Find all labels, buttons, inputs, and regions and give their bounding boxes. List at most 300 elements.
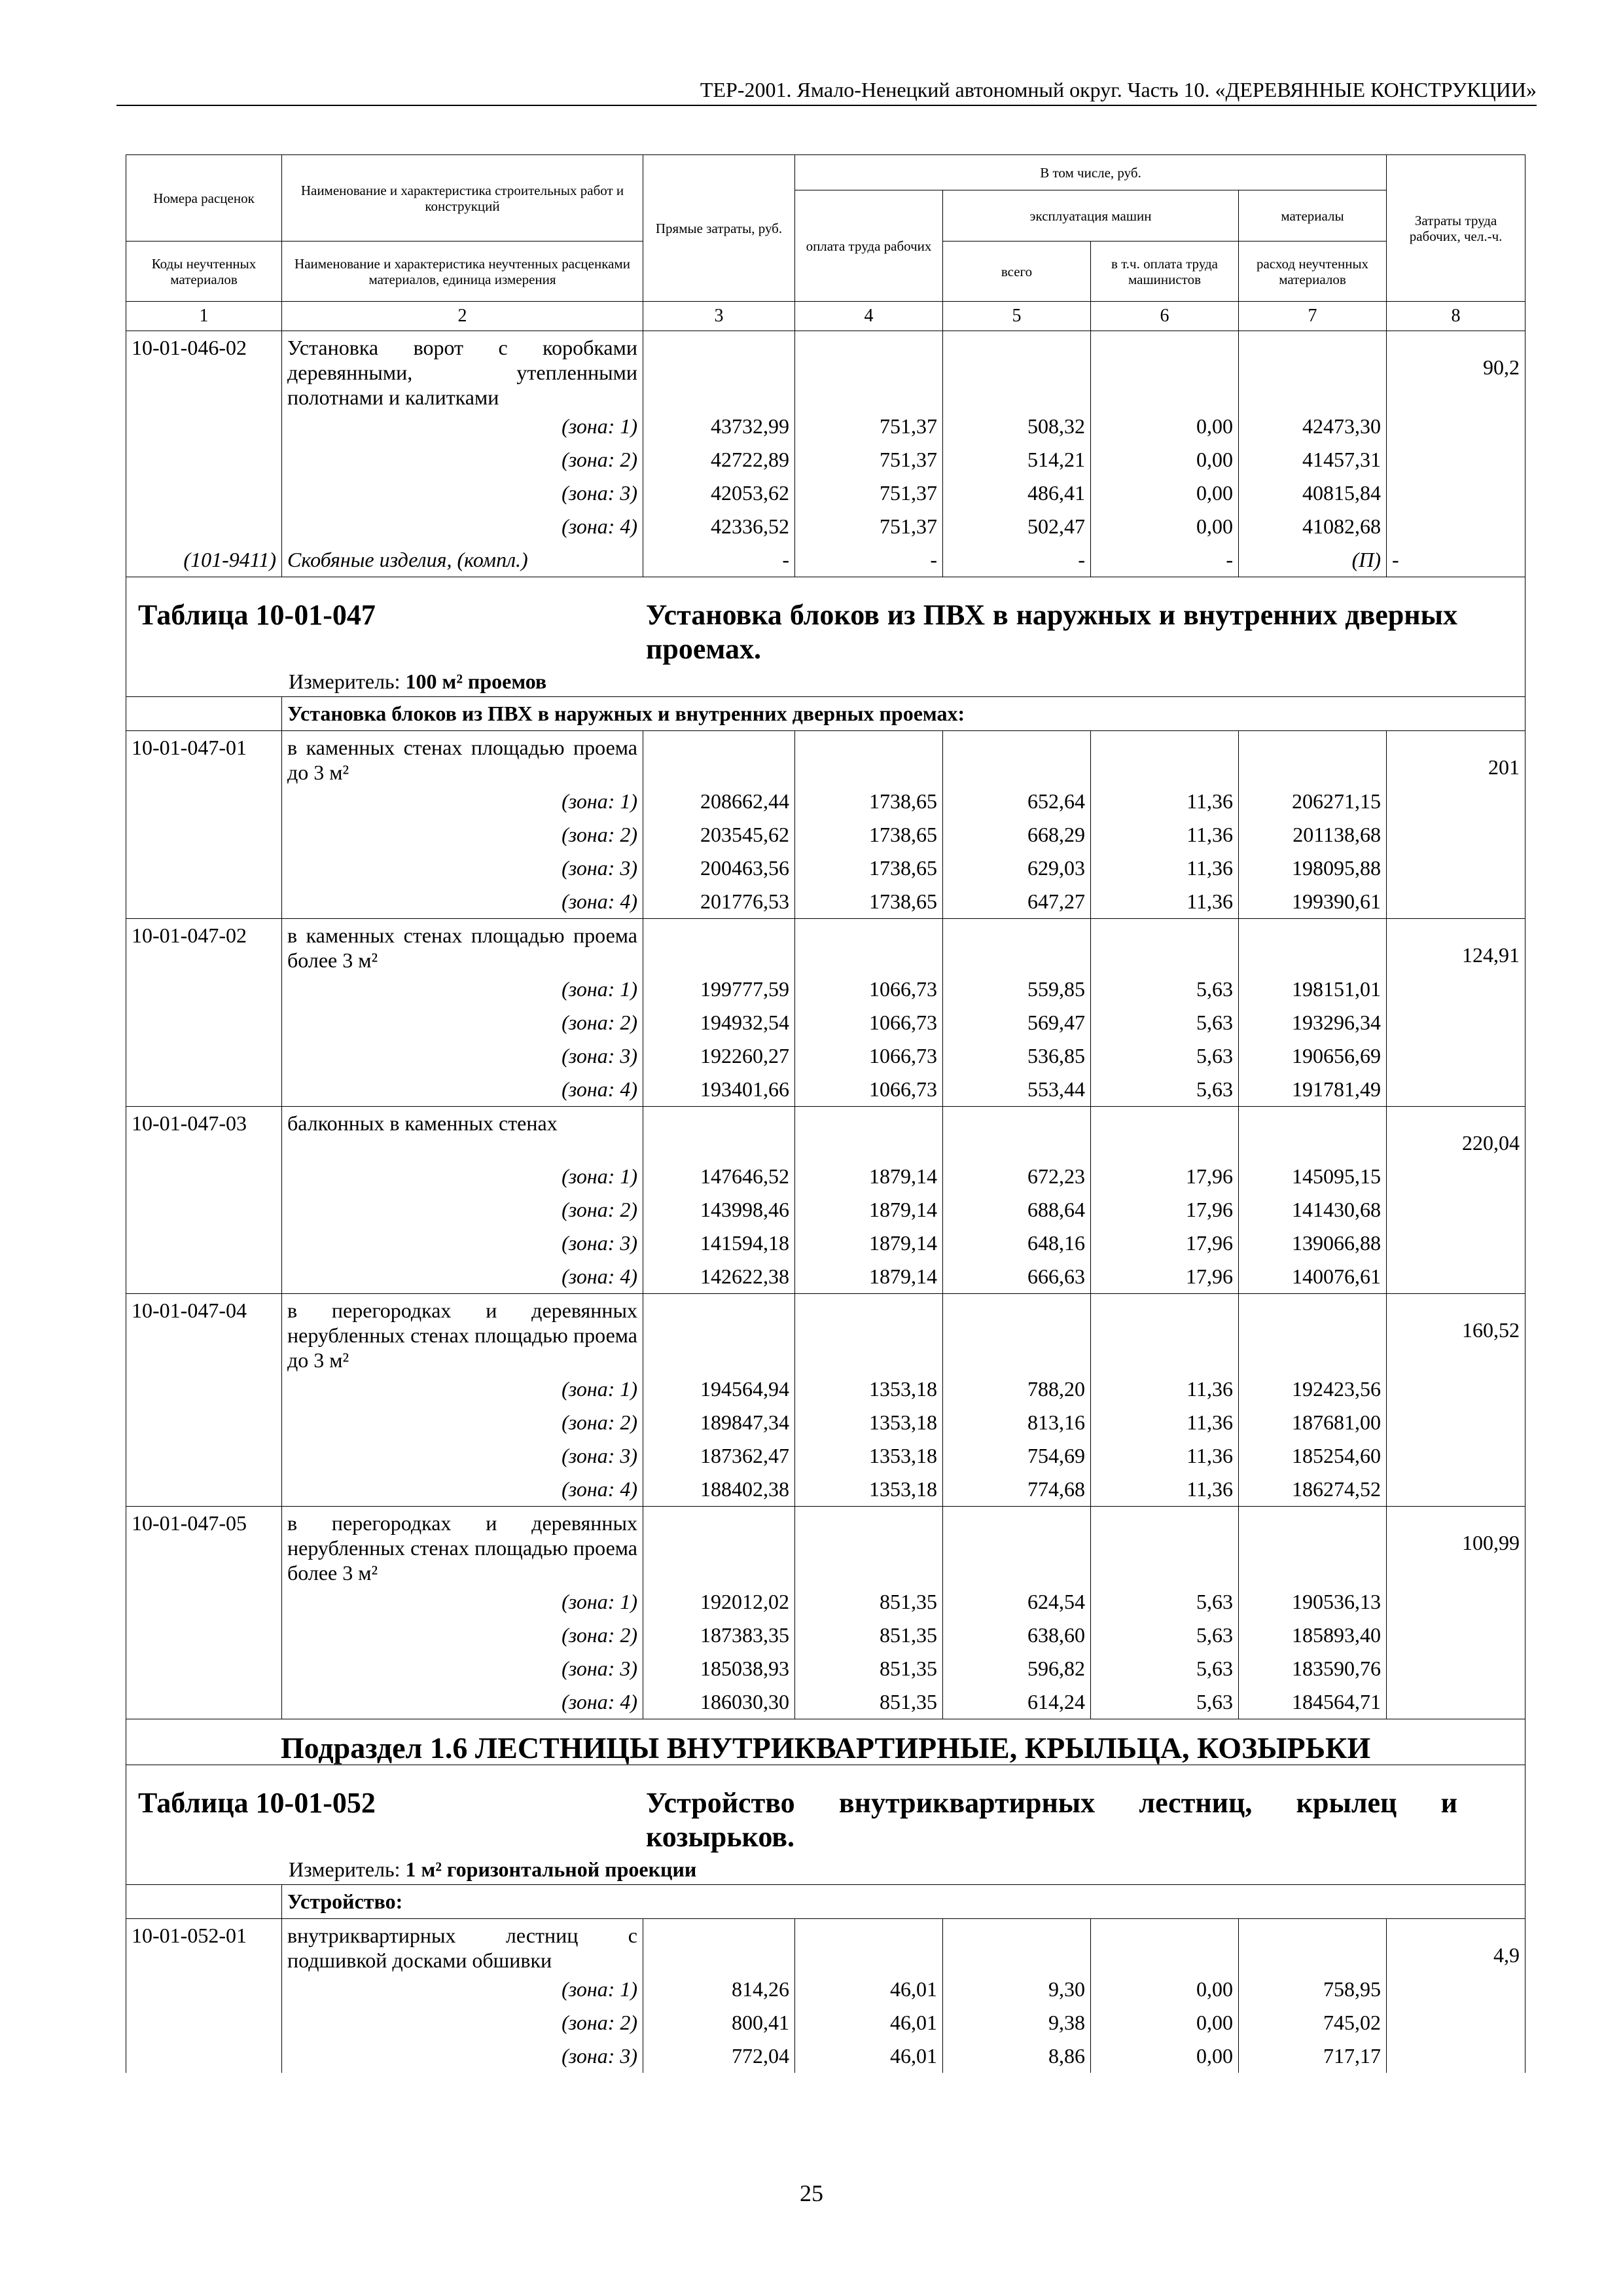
value-c6: 5,63 <box>1091 1585 1239 1619</box>
value-c6: 11,36 <box>1091 818 1239 852</box>
value-c7: 190656,69 <box>1239 1039 1387 1073</box>
empty-cell <box>1239 1919 1387 1973</box>
empty-cell <box>126 410 282 443</box>
zone-label: (зона: 3) <box>282 1039 643 1073</box>
value-c3: 141594,18 <box>643 1227 795 1260</box>
empty-cell <box>1387 818 1525 852</box>
zone-label: (зона: 3) <box>282 476 643 510</box>
zone-row <box>126 1439 1525 1473</box>
empty-cell <box>126 2039 282 2073</box>
zone-label: (зона: 2) <box>282 818 643 852</box>
rate-code: 10-01-047-01 <box>126 731 282 785</box>
value-c5: 569,47 <box>943 1006 1091 1039</box>
value-c4: 851,35 <box>795 1619 943 1652</box>
col5-header: всего <box>943 242 1091 302</box>
value-c4: 1879,14 <box>795 1260 943 1294</box>
zone-row <box>126 852 1525 885</box>
value-c6: 11,36 <box>1091 1406 1239 1439</box>
rate-name: в каменных стенах площадью проема до 3 м² <box>282 731 643 785</box>
rates-table <box>126 154 1525 2073</box>
zone-label: (зона: 4) <box>282 1260 643 1294</box>
value-c5: 559,85 <box>943 973 1091 1006</box>
empty-cell <box>1387 1973 1525 2006</box>
value-c5: 502,47 <box>943 510 1091 543</box>
machines-header: эксплуатация машин <box>943 190 1239 242</box>
value-c6: 5,63 <box>1091 973 1239 1006</box>
value-c4: 1879,14 <box>795 1160 943 1193</box>
table-title: Таблица 10-01-047 <box>138 599 376 631</box>
empty-cell <box>126 1372 282 1406</box>
empty-cell <box>1387 410 1525 443</box>
measure-label: Измеритель: <box>289 1857 401 1881</box>
rate-item-row <box>126 331 1525 410</box>
labor-cost: 160,52 <box>1387 1294 1525 1373</box>
zone-row <box>126 1073 1525 1107</box>
zone-label: (зона: 2) <box>282 1619 643 1652</box>
empty-cell <box>643 731 795 785</box>
value-c7: 185893,40 <box>1239 1619 1387 1652</box>
empty-cell <box>126 1885 282 1919</box>
material-row <box>126 543 1525 577</box>
measure-line <box>132 666 1520 696</box>
value-c5: 614,24 <box>943 1685 1091 1719</box>
value-c4: 751,37 <box>795 510 943 543</box>
value-c7: 190536,13 <box>1239 1585 1387 1619</box>
zone-label: (зона: 3) <box>282 1439 643 1473</box>
empty-cell <box>1387 1406 1525 1439</box>
value-c7: 206271,15 <box>1239 785 1387 818</box>
rate-item-row <box>126 1107 1525 1160</box>
zone-row <box>126 476 1525 510</box>
rate-name: в перегородках и деревянных нерубленных стенах площадью проема до 3 м² <box>282 1294 643 1373</box>
subhead: Установка блоков из ПВХ в наружных и внутренних дверных проемах: <box>282 697 1525 731</box>
col3-header: Прямые затраты, руб. <box>643 155 795 302</box>
col2-header-top: Наименование и характеристика строительных работ и конструкций <box>282 155 643 242</box>
value-c3: 192012,02 <box>643 1585 795 1619</box>
labor-cost: 4,9 <box>1387 1919 1525 1973</box>
value-c3: 194932,54 <box>643 1006 795 1039</box>
zone-label: (зона: 1) <box>282 1973 643 2006</box>
zone-row <box>126 885 1525 919</box>
value-c6: 17,96 <box>1091 1160 1239 1193</box>
value-c4: 1353,18 <box>795 1372 943 1406</box>
empty-cell <box>795 1107 943 1160</box>
empty-cell <box>126 1260 282 1294</box>
value-c3: 201776,53 <box>643 885 795 919</box>
measure-value: 100 м² проемов <box>405 670 547 693</box>
value-c6: 5,63 <box>1091 1006 1239 1039</box>
empty-cell <box>643 1507 795 1586</box>
labor-cost: 100,99 <box>1387 1507 1525 1586</box>
value-c4: 751,37 <box>795 410 943 443</box>
col2-header-bottom: Наименование и характеристика неучтенных расценками материалов, единица измерения <box>282 242 643 302</box>
value-c7: 145095,15 <box>1239 1160 1387 1193</box>
empty-cell <box>1387 1372 1525 1406</box>
empty-cell <box>1387 476 1525 510</box>
rate-name: балконных в каменных стенах <box>282 1107 643 1160</box>
empty-cell <box>1387 443 1525 476</box>
value-c3: 193401,66 <box>643 1073 795 1107</box>
material-c6: - <box>1091 543 1239 577</box>
value-c6: 5,63 <box>1091 1039 1239 1073</box>
zone-row <box>126 1193 1525 1227</box>
empty-cell <box>1387 973 1525 1006</box>
value-c5: 629,03 <box>943 852 1091 885</box>
zone-label: (зона: 2) <box>282 443 643 476</box>
rate-item-row <box>126 1507 1525 1586</box>
zone-row <box>126 443 1525 476</box>
rate-code: 10-01-047-02 <box>126 919 282 973</box>
value-c4: 1879,14 <box>795 1193 943 1227</box>
subsection-row <box>126 1719 1525 1765</box>
empty-cell <box>643 1107 795 1160</box>
value-c7: 140076,61 <box>1239 1260 1387 1294</box>
zone-label: (зона: 3) <box>282 2039 643 2073</box>
value-c5: 647,27 <box>943 885 1091 919</box>
rate-code: 10-01-047-05 <box>126 1507 282 1586</box>
material-code: (101-9411) <box>126 543 282 577</box>
value-c3: 814,26 <box>643 1973 795 2006</box>
value-c5: 638,60 <box>943 1619 1091 1652</box>
rate-name: в перегородках и деревянных нерубленных стенах площадью проема более 3 м² <box>282 1507 643 1586</box>
empty-cell <box>795 1507 943 1586</box>
running-header: ТЕР-2001. Ямало-Ненецкий автономный округ. Часть 10. «ДЕРЕВЯННЫЕ КОНСТРУКЦИИ» <box>700 78 1537 101</box>
value-c4: 1738,65 <box>795 785 943 818</box>
empty-cell <box>126 510 282 543</box>
rate-item-row <box>126 1919 1525 1973</box>
empty-cell <box>126 476 282 510</box>
zone-row <box>126 1260 1525 1294</box>
empty-cell <box>1239 1507 1387 1586</box>
empty-cell <box>126 1585 282 1619</box>
value-c3: 192260,27 <box>643 1039 795 1073</box>
empty-cell <box>795 731 943 785</box>
zone-label: (зона: 4) <box>282 510 643 543</box>
value-c3: 143998,46 <box>643 1193 795 1227</box>
value-c4: 851,35 <box>795 1685 943 1719</box>
empty-cell <box>126 885 282 919</box>
zone-row <box>126 410 1525 443</box>
value-c3: 194564,94 <box>643 1372 795 1406</box>
rate-code: 10-01-052-01 <box>126 1919 282 1973</box>
empty-cell <box>1239 1107 1387 1160</box>
value-c3: 208662,44 <box>643 785 795 818</box>
value-c5: 8,86 <box>943 2039 1091 2073</box>
empty-cell <box>126 1973 282 2006</box>
empty-cell <box>1387 885 1525 919</box>
empty-cell <box>943 331 1091 410</box>
zone-label: (зона: 2) <box>282 1193 643 1227</box>
zone-row <box>126 1372 1525 1406</box>
value-c6: 0,00 <box>1091 410 1239 443</box>
value-c4: 1066,73 <box>795 973 943 1006</box>
value-c5: 688,64 <box>943 1193 1091 1227</box>
zone-row <box>126 1652 1525 1685</box>
empty-cell <box>1387 785 1525 818</box>
value-c7: 41082,68 <box>1239 510 1387 543</box>
value-c5: 553,44 <box>943 1073 1091 1107</box>
value-c4: 1738,65 <box>795 885 943 919</box>
empty-cell <box>943 731 1091 785</box>
empty-cell <box>1239 731 1387 785</box>
column-number: 4 <box>795 302 943 331</box>
value-c6: 5,63 <box>1091 1619 1239 1652</box>
zone-label: (зона: 2) <box>282 1006 643 1039</box>
value-c3: 187383,35 <box>643 1619 795 1652</box>
rate-item-row <box>126 919 1525 973</box>
zone-row <box>126 510 1525 543</box>
value-c4: 1353,18 <box>795 1406 943 1439</box>
zone-label: (зона: 2) <box>282 1406 643 1439</box>
measure-label: Измеритель: <box>289 670 401 693</box>
material-c7: (П) <box>1239 543 1387 577</box>
empty-cell <box>126 1193 282 1227</box>
column-number: 8 <box>1387 302 1525 331</box>
value-c6: 5,63 <box>1091 1073 1239 1107</box>
value-c4: 1066,73 <box>795 1073 943 1107</box>
value-c4: 1353,18 <box>795 1473 943 1507</box>
value-c5: 536,85 <box>943 1039 1091 1073</box>
zone-label: (зона: 1) <box>282 1372 643 1406</box>
zone-label: (зона: 3) <box>282 1652 643 1685</box>
value-c4: 751,37 <box>795 476 943 510</box>
table-052-heading <box>126 1765 1525 1885</box>
labor-cost: 90,2 <box>1387 331 1525 410</box>
measure-value: 1 м² горизонтальной проекции <box>405 1857 697 1881</box>
value-c7: 183590,76 <box>1239 1652 1387 1685</box>
value-c5: 774,68 <box>943 1473 1091 1507</box>
empty-cell <box>1387 1685 1525 1719</box>
empty-cell <box>1387 1073 1525 1107</box>
value-c3: 200463,56 <box>643 852 795 885</box>
empty-cell <box>1387 1619 1525 1652</box>
empty-cell <box>1387 1473 1525 1507</box>
value-c6: 11,36 <box>1091 1372 1239 1406</box>
value-c7: 745,02 <box>1239 2006 1387 2039</box>
value-c3: 188402,38 <box>643 1473 795 1507</box>
empty-cell <box>943 1294 1091 1373</box>
empty-cell <box>1387 852 1525 885</box>
table-052-heading-row <box>126 1765 1525 1885</box>
empty-cell <box>1091 1507 1239 1586</box>
value-c3: 43732,99 <box>643 410 795 443</box>
labor-cost: 220,04 <box>1387 1107 1525 1160</box>
col7-header: расход неучтенных материалов <box>1239 242 1387 302</box>
empty-cell <box>126 1652 282 1685</box>
table-047-heading-row <box>126 577 1525 697</box>
value-c6: 11,36 <box>1091 785 1239 818</box>
value-c3: 42053,62 <box>643 476 795 510</box>
empty-cell <box>1387 510 1525 543</box>
empty-cell <box>126 1039 282 1073</box>
value-c5: 672,23 <box>943 1160 1091 1193</box>
zone-label: (зона: 1) <box>282 973 643 1006</box>
column-number: 2 <box>282 302 643 331</box>
empty-cell <box>1387 1585 1525 1619</box>
empty-cell <box>943 919 1091 973</box>
column-number-row <box>126 302 1525 331</box>
zone-row <box>126 818 1525 852</box>
empty-cell <box>1387 1439 1525 1473</box>
table-047-heading <box>126 577 1525 697</box>
value-c6: 0,00 <box>1091 443 1239 476</box>
material-c3: - <box>643 543 795 577</box>
value-c6: 17,96 <box>1091 1193 1239 1227</box>
value-c7: 193296,34 <box>1239 1006 1387 1039</box>
table-title: Таблица 10-01-052 <box>138 1787 376 1819</box>
empty-cell <box>1387 1260 1525 1294</box>
zone-row <box>126 785 1525 818</box>
zone-label: (зона: 3) <box>282 1227 643 1260</box>
value-c4: 1879,14 <box>795 1227 943 1260</box>
header-rule <box>116 105 1537 106</box>
rate-name: внутриквартирных лестниц с подшивкой досками обшивки <box>282 1919 643 1973</box>
table-052-subhead-row <box>126 1885 1525 1919</box>
zone-label: (зона: 3) <box>282 852 643 885</box>
zone-row <box>126 1619 1525 1652</box>
value-c4: 751,37 <box>795 443 943 476</box>
empty-cell <box>1387 1160 1525 1193</box>
empty-cell <box>795 919 943 973</box>
value-c7: 139066,88 <box>1239 1227 1387 1260</box>
zone-label: (зона: 4) <box>282 885 643 919</box>
empty-cell <box>1091 919 1239 973</box>
value-c3: 142622,38 <box>643 1260 795 1294</box>
zone-row <box>126 1585 1525 1619</box>
empty-cell <box>126 1160 282 1193</box>
value-c4: 851,35 <box>795 1652 943 1685</box>
empty-cell <box>1091 1919 1239 1973</box>
value-c3: 147646,52 <box>643 1160 795 1193</box>
col1-header-bottom: Коды неучтенных материалов <box>126 242 282 302</box>
value-c7: 199390,61 <box>1239 885 1387 919</box>
empty-cell <box>1091 1294 1239 1373</box>
value-c4: 1353,18 <box>795 1439 943 1473</box>
zone-label: (зона: 1) <box>282 785 643 818</box>
value-c5: 9,30 <box>943 1973 1091 2006</box>
zone-label: (зона: 4) <box>282 1073 643 1107</box>
empty-cell <box>1387 1227 1525 1260</box>
value-c5: 754,69 <box>943 1439 1091 1473</box>
value-c7: 40815,84 <box>1239 476 1387 510</box>
table-description: Установка блоков из ПВХ в наружных и внутренних дверных проемах. <box>646 599 1457 665</box>
value-c4: 1738,65 <box>795 852 943 885</box>
empty-cell <box>1387 1039 1525 1073</box>
empty-cell <box>126 1006 282 1039</box>
value-c3: 189847,34 <box>643 1406 795 1439</box>
value-c5: 624,54 <box>943 1585 1091 1619</box>
value-c6: 11,36 <box>1091 852 1239 885</box>
zone-row <box>126 1227 1525 1260</box>
empty-cell <box>643 1294 795 1373</box>
empty-cell <box>795 1919 943 1973</box>
value-c7: 198095,88 <box>1239 852 1387 885</box>
materials-header: материалы <box>1239 190 1387 242</box>
value-c3: 185038,93 <box>643 1652 795 1685</box>
value-c6: 17,96 <box>1091 1260 1239 1294</box>
material-c8: - <box>1387 543 1525 577</box>
value-c5: 652,64 <box>943 785 1091 818</box>
zone-row <box>126 2039 1525 2073</box>
table-047-subhead-row <box>126 697 1525 731</box>
value-c5: 514,21 <box>943 443 1091 476</box>
value-c5: 788,20 <box>943 1372 1091 1406</box>
empty-cell <box>126 818 282 852</box>
empty-cell <box>126 852 282 885</box>
zone-label: (зона: 1) <box>282 410 643 443</box>
zone-row <box>126 1973 1525 2006</box>
value-c6: 0,00 <box>1091 2006 1239 2039</box>
zone-row <box>126 1039 1525 1073</box>
labor-cost: 124,91 <box>1387 919 1525 973</box>
col8-header: Затраты труда рабочих, чел.-ч. <box>1387 155 1525 302</box>
empty-cell <box>126 1406 282 1439</box>
value-c4: 1738,65 <box>795 818 943 852</box>
empty-cell <box>126 1439 282 1473</box>
empty-cell <box>126 2006 282 2039</box>
col4-header: оплата труда рабочих <box>795 190 943 302</box>
value-c5: 648,16 <box>943 1227 1091 1260</box>
value-c6: 0,00 <box>1091 476 1239 510</box>
value-c6: 0,00 <box>1091 1973 1239 2006</box>
rate-code: 10-01-046-02 <box>126 331 282 410</box>
column-number: 5 <box>943 302 1091 331</box>
zone-row <box>126 1006 1525 1039</box>
value-c5: 9,38 <box>943 2006 1091 2039</box>
value-c4: 46,01 <box>795 2039 943 2073</box>
value-c7: 187681,00 <box>1239 1406 1387 1439</box>
empty-cell <box>126 443 282 476</box>
value-c7: 42473,30 <box>1239 410 1387 443</box>
value-c5: 508,32 <box>943 410 1091 443</box>
value-c6: 11,36 <box>1091 1473 1239 1507</box>
zone-row <box>126 2006 1525 2039</box>
labor-cost: 201 <box>1387 731 1525 785</box>
zone-row <box>126 1406 1525 1439</box>
value-c5: 813,16 <box>943 1406 1091 1439</box>
empty-cell <box>1091 1107 1239 1160</box>
empty-cell <box>643 331 795 410</box>
col6-header: в т.ч. оплата труда машинистов <box>1091 242 1239 302</box>
empty-cell <box>1091 731 1239 785</box>
zone-row <box>126 1160 1525 1193</box>
zone-row <box>126 1685 1525 1719</box>
rate-name: Установка ворот с коробками деревянными, утепленными полотнами и калитками <box>282 331 643 410</box>
empty-cell <box>1387 1652 1525 1685</box>
zone-row <box>126 973 1525 1006</box>
value-c6: 0,00 <box>1091 510 1239 543</box>
value-c7: 141430,68 <box>1239 1193 1387 1227</box>
empty-cell <box>795 331 943 410</box>
rate-name: в каменных стенах площадью проема более 3 м² <box>282 919 643 973</box>
value-c7: 41457,31 <box>1239 443 1387 476</box>
value-c5: 486,41 <box>943 476 1091 510</box>
value-c6: 5,63 <box>1091 1652 1239 1685</box>
empty-cell <box>943 1919 1091 1973</box>
value-c4: 46,01 <box>795 2006 943 2039</box>
value-c3: 42722,89 <box>643 443 795 476</box>
zone-label: (зона: 2) <box>282 2006 643 2039</box>
value-c4: 851,35 <box>795 1585 943 1619</box>
column-number: 7 <box>1239 302 1387 331</box>
value-c3: 187362,47 <box>643 1439 795 1473</box>
empty-cell <box>126 1473 282 1507</box>
value-c7: 184564,71 <box>1239 1685 1387 1719</box>
value-c7: 185254,60 <box>1239 1439 1387 1473</box>
empty-cell <box>1387 2039 1525 2073</box>
empty-cell <box>126 1073 282 1107</box>
value-c3: 199777,59 <box>643 973 795 1006</box>
